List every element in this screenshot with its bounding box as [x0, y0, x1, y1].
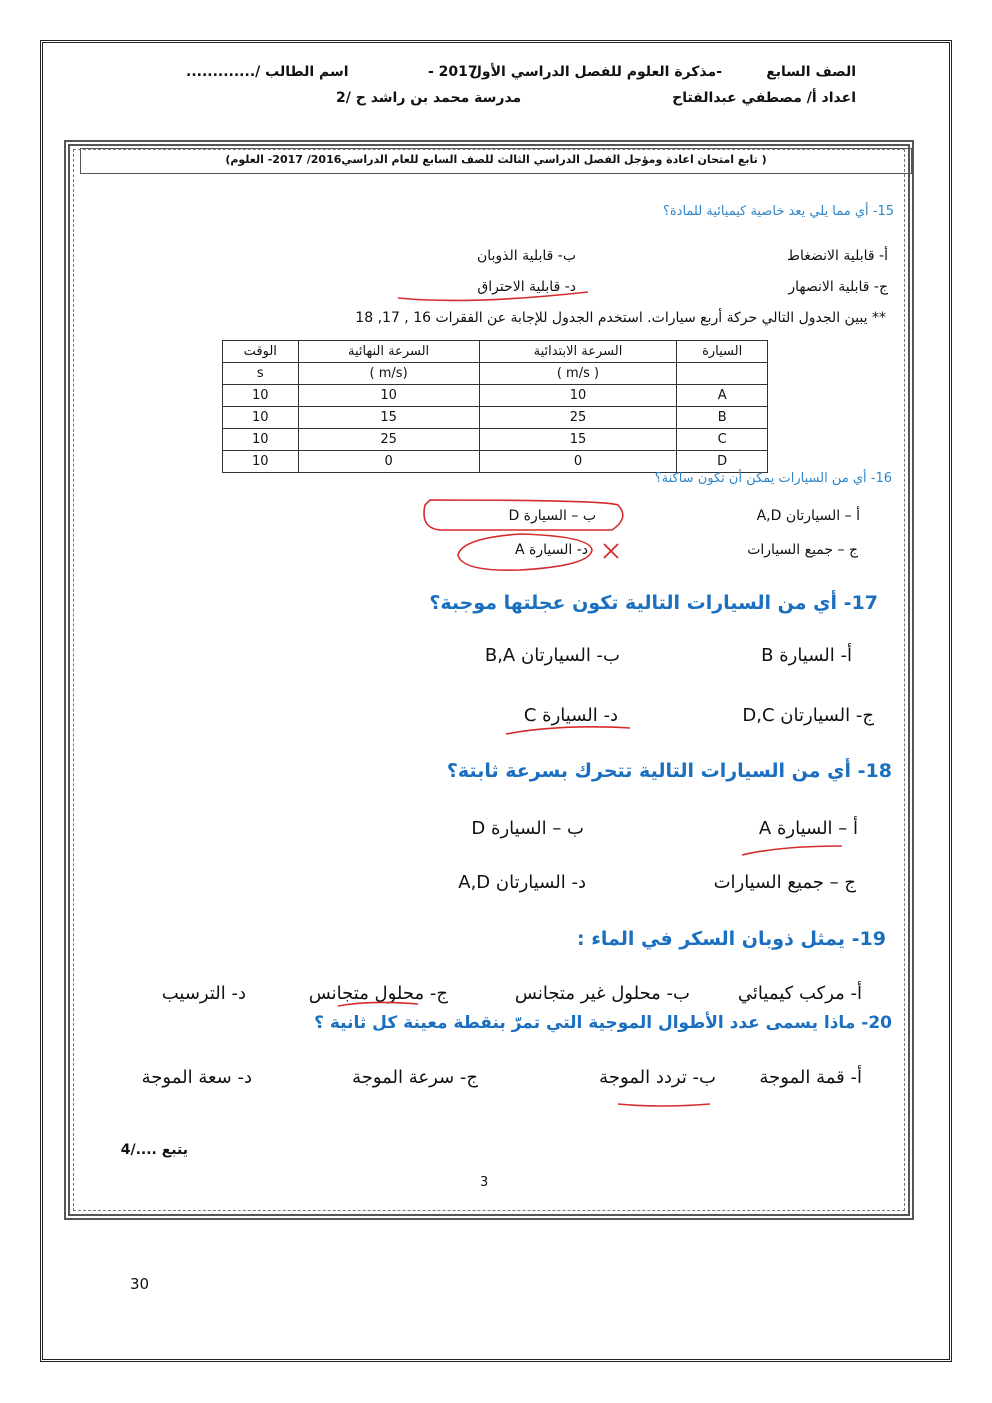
question-20: 20- ماذا يسمى عدد الأطوال الموجية التي تمرّ بنقطة معينة كل ثانية ؟: [314, 1013, 892, 1033]
inner-page-number: 3: [480, 1175, 489, 1190]
question-15: 15- أي مما يلي يعد خاصية كيميائية للمادة؟: [662, 204, 894, 219]
q17-option-c: ج- السيارتان D,C: [742, 705, 874, 726]
student-name-field: اسم الطالب /.............: [186, 64, 349, 80]
q15-option-b: ب- قابلية الذوبان: [476, 248, 576, 264]
q16-option-b: ب – السيارة D: [508, 508, 596, 524]
cell: A: [677, 385, 768, 407]
follow-note: يتبع ..../4: [120, 1142, 188, 1158]
table-row: [223, 385, 768, 407]
table-header-row: [223, 341, 768, 363]
q17-option-b: ب- السيارتان B,A: [484, 645, 620, 666]
q19-option-b: ب- محلول غير متجانس: [514, 983, 690, 1004]
q17-option-d: د- السيارة C: [523, 705, 618, 726]
cell: 10: [223, 385, 299, 407]
q16-option-c: ج – جميع السيارات: [747, 542, 858, 558]
table-intro: ** يبين الجدول التالي حركة أربع سيارات. استخدم الجدول للإجابة عن الفقرات 16 , 17, 18: [355, 310, 886, 326]
question-16: 16- أي من السيارات يمكن أن تكون ساكنة؟: [654, 471, 892, 486]
cell: 10: [479, 385, 677, 407]
unit-final-speed: (m/s ): [298, 363, 479, 385]
cell: 25: [479, 407, 677, 429]
q17-option-a: أ- السيارة B: [761, 645, 852, 666]
unit-time: s: [223, 363, 299, 385]
th-initial-speed: السرعة الابتدائية: [479, 341, 677, 363]
q19-option-a: أ- مركب كيميائي: [737, 983, 862, 1004]
prepared-by: اعداد أ/ مصطفي عبدالفتاح: [672, 90, 856, 106]
exam-frame: [64, 140, 914, 1220]
q18-option-b: ب – السيارة D: [471, 818, 584, 839]
table-units-row: [223, 363, 768, 385]
cell: D: [677, 451, 768, 473]
memo-title: -مذكرة العلوم للفصل الدراسي الأول: [469, 64, 722, 80]
q18-option-a: أ – السيارة A: [758, 818, 858, 839]
cell: 10: [298, 385, 479, 407]
table-row: [223, 407, 768, 429]
q20-option-a: أ- قمة الموجة: [759, 1067, 862, 1088]
school-name: مدرسة محمد بن راشد ح /2: [336, 90, 522, 106]
q15-option-c: ج- قابلية الانصهار: [788, 279, 888, 295]
cell: 15: [298, 407, 479, 429]
unit-initial-speed: ( m/s ): [479, 363, 677, 385]
q20-option-b: ب- تردد الموجة: [599, 1067, 716, 1088]
th-final-speed: السرعة النهائية: [298, 341, 479, 363]
q20-option-d: د- سعة الموجة: [141, 1067, 252, 1088]
q16-option-a: أ – السيارتان A,D: [756, 508, 860, 524]
table-row: [223, 429, 768, 451]
q18-option-c: ج – جميع السيارات: [713, 872, 856, 893]
cell: 0: [298, 451, 479, 473]
th-car: السيارة: [677, 341, 768, 363]
unit-car: [677, 363, 768, 385]
q15-option-d: د- قابلية الاحتراق: [477, 279, 576, 295]
table-row: [223, 451, 768, 473]
cell: 10: [223, 429, 299, 451]
memo-year: - 2017: [428, 64, 478, 80]
grade-label: الصف السابع: [766, 64, 856, 80]
question-17: 17- أي من السيارات التالية تكون عجلتها موجبة؟: [429, 592, 878, 614]
cell: C: [677, 429, 768, 451]
q18-option-d: د- السيارتان A,D: [458, 872, 586, 893]
cell: 10: [223, 451, 299, 473]
exam-banner: ( تابع امتحان اعادة ومؤجل الفصل الدراسي الثالث للصف السابع للعام الدراسي2016/ 2017- العلوم): [80, 148, 912, 174]
cell: B: [677, 407, 768, 429]
cars-table: [222, 340, 768, 473]
q15-option-a: أ- قابلية الانضغاط: [787, 248, 888, 264]
th-time: الوقت: [223, 341, 299, 363]
cell: 10: [223, 407, 299, 429]
q16-option-d: د- السيارة A: [515, 542, 588, 558]
q19-option-d: د- الترسيب: [161, 983, 246, 1004]
question-19: 19- يمثل ذوبان السكر في الماء :: [576, 928, 886, 950]
cell: 0: [479, 451, 677, 473]
question-18: 18- أي من السيارات التالية تتحرك بسرعة ثابتة؟: [446, 760, 892, 782]
cell: 15: [479, 429, 677, 451]
cell: 25: [298, 429, 479, 451]
q19-option-c: ج- محلول متجانس: [308, 983, 448, 1004]
q20-option-c: ج- سرعة الموجة: [352, 1067, 478, 1088]
page-number: 30: [130, 1275, 150, 1293]
